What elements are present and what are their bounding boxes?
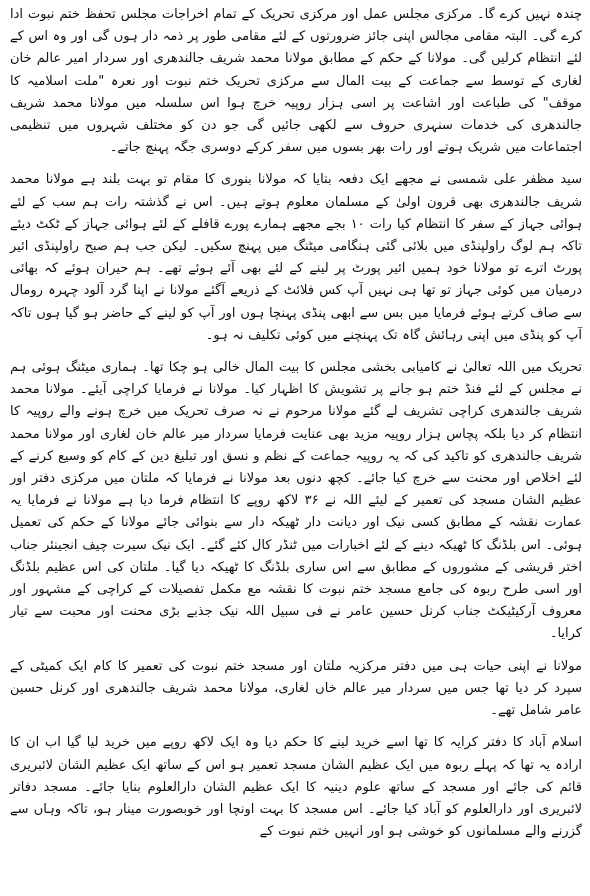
paragraph-4: مولانا نے اپنی حیات ہی میں دفتر مرکزیہ ملتان اور مسجد ختم نبوت کی تعمیر کا کام ایک کمیٹی کے سپرد کر دیا تھا جس میں سردار میر عالم خاں لغاری، مولانا محمد شریف جالندھری اور کرنل حسین عامر شامل تھے۔: [10, 658, 582, 719]
paragraph-1: چندہ نہیں کرے گا۔ مرکزی مجلس عمل اور مرکزی تحریک کے تمام اخراجات مجلس تحفظ ختم نبوت ادا کرے گی۔ البتہ مقامی مجالس اپنی جائز ضرورتوں کے لئے مقامی طور پر ذمہ دار ہوں گی اور وہ اس کے لئے انتظام کرلیں گی۔ مولانا کے حکم کے مطابق مولانا محمد شریف جالندھری اور سردار امیر عالم خان لغاری کے توسط سے جماعت کے بیت المال سے مرکزی تحریک ختم نبوت اور نعرہ "ملت اسلامیہ کا موقف" کی طباعت اور اشاعت پر اسی ہزار روپیہ خرچ ہوا اس سلسلہ میں مولانا محمد شریف جالندھری کی خدمات سنہری حروف سے لکھی جائیں گی جو دن کو مختلف شہروں میں تنظیمی اجتماعات میں شریک ہوتے اور رات بھر بسوں میں سفر کرکے دوسری جگہ پہنچ جاتے۔: [10, 7, 582, 156]
paragraph-3: تحریک میں اللہ تعالیٰ نے کامیابی بخشی مجلس کا بیت المال خالی ہو چکا تھا۔ ہماری میٹنگ ہوئی ہم نے مجلس کے لئے فنڈ ختم ہو جانے پر تشویش کا اظہار کیا۔ مولانا نے فرمایا کراچی آیئے۔ مولانا محمد شریف جالندھری کراچی تشریف لے گئے مولانا مرحوم نے نہ صرف تحریک میں خرچ ہونے والے روپیہ کا انتظام کر دیا بلکہ پچاس ہزار روپیہ مزید بھی عنایت فرمایا سردار میر عالم خان لغاری اور مولانا محمد شریف جالندھری کو تاکید کی کہ یہ روپیہ جماعت کے نظم و نسق اور تبلیغ دین کے کام کو وسیع کرنے کے لئے اخلاص اور محنت سے خرچ کیا جائے۔ کچھ دنوں بعد مولانا نے فرمایا کہ ملتان میں مرکزی دفتر اور عظیم الشان مسجد کی تعمیر کے لیئے اللہ نے ۳۶ لاکھ روپے کا انتظام فرما دیا ہے مولانا نے فرمایا یہ عمارت نقشہ کے مطابق کسی نیک اور دیانت دار ٹھیکہ دار سے بنوائی جائے مولانا کے حکم کی تعمیل ہوئی۔ اس بلڈنگ کا ٹھیکہ دینے کے لئے اخبارات میں ٹنڈر کال کئے گئے۔ ایک نیک سیرت چیف انجینئر جناب اختر قریشی کے مشوروں کے مطابق سے اس ساری بلڈنگ کا ٹھیکہ دیا گیا۔ ملتان کی اس عظیم بلڈنگ اور اسی طرح ربوہ کی جامع مسجد ختم نبوت کا نقشہ مع مکمل تفصیلات کے کراچی کے مشہور اور معروف آرکیٹیکٹ جناب کرنل حسین عامر نے فی سبیل اللہ نیک جذبے بڑی محنت اور محبت سے تیار کرایا۔: [10, 360, 582, 642]
paragraph-5: اسلام آباد کا دفتر کرایہ کا تھا اسے خرید لینے کا حکم دیا وہ ایک لاکھ روپے میں خرید لیا گیا اب ان کا ارادہ یہ تھا کہ پہلے ربوہ میں ایک عظیم الشان مسجد تعمیر ہو اس کے ساتھ ایک عظیم الشان لائبریری قائم کی جائے اور مسجد کے ساتھ علوم دینیہ کا ایک عظیم الشان دارالعلوم بنایا جائے۔ مسجد دفاتر لائبریری اور دارالعلوم کو آباد کیا جائے۔ اس مسجد کا بہت اونچا اور خوبصورت مینار ہو، تاکہ وہاں سے گزرنے والے مسلمانوں کو خوشی ہو اور انہیں ختم نبوت کے: [10, 735, 582, 840]
paragraph-2: سید مظفر علی شمسی نے مجھے ایک دفعہ بتایا کہ مولانا بنوری کا مقام تو بہت بلند ہے مولانا محمد شریف جالندھری بھی قرون اولیٰ کے مسلمان معلوم ہوتے ہیں۔ اس نے گذشتہ رات ہم سب کے لئے ہوائی جہاز کے سفر کا انتظام کیا رات ۱۰ بجے مجھے ہمارے پورے قافلے کے لئے ہوائی جہاز کے ٹکٹ دیئے تاکہ ہم لوگ راولپنڈی میں بلائی گئی ہنگامی میٹنگ میں پہنچ سکیں۔ لیکن جب ہم صبح راولپنڈی ائیر پورٹ اترے تو مولانا خود ہمیں ائیر پورٹ پر لینے کے لئے بھی آئے ہوئے تھے۔ ہم حیران ہوئے کہ بھائی درمیان میں کوئی جہاز تو تھا ہی نہیں آپ کس فلائٹ کے ذریعے آگئے مولانا نے اپنا گرد آلود چہرہ رومال سے صاف کرتے ہوئے فرمایا میں بس سے ابھی پنڈی پہنچا ہوں اور آپ کو لینے کے حاضر ہو گیا ہوں تاکہ آپ کو پنڈی میں اپنی رہائش گاہ تک پہنچنے میں کوئی تکلیف نہ ہو۔: [10, 172, 582, 343]
